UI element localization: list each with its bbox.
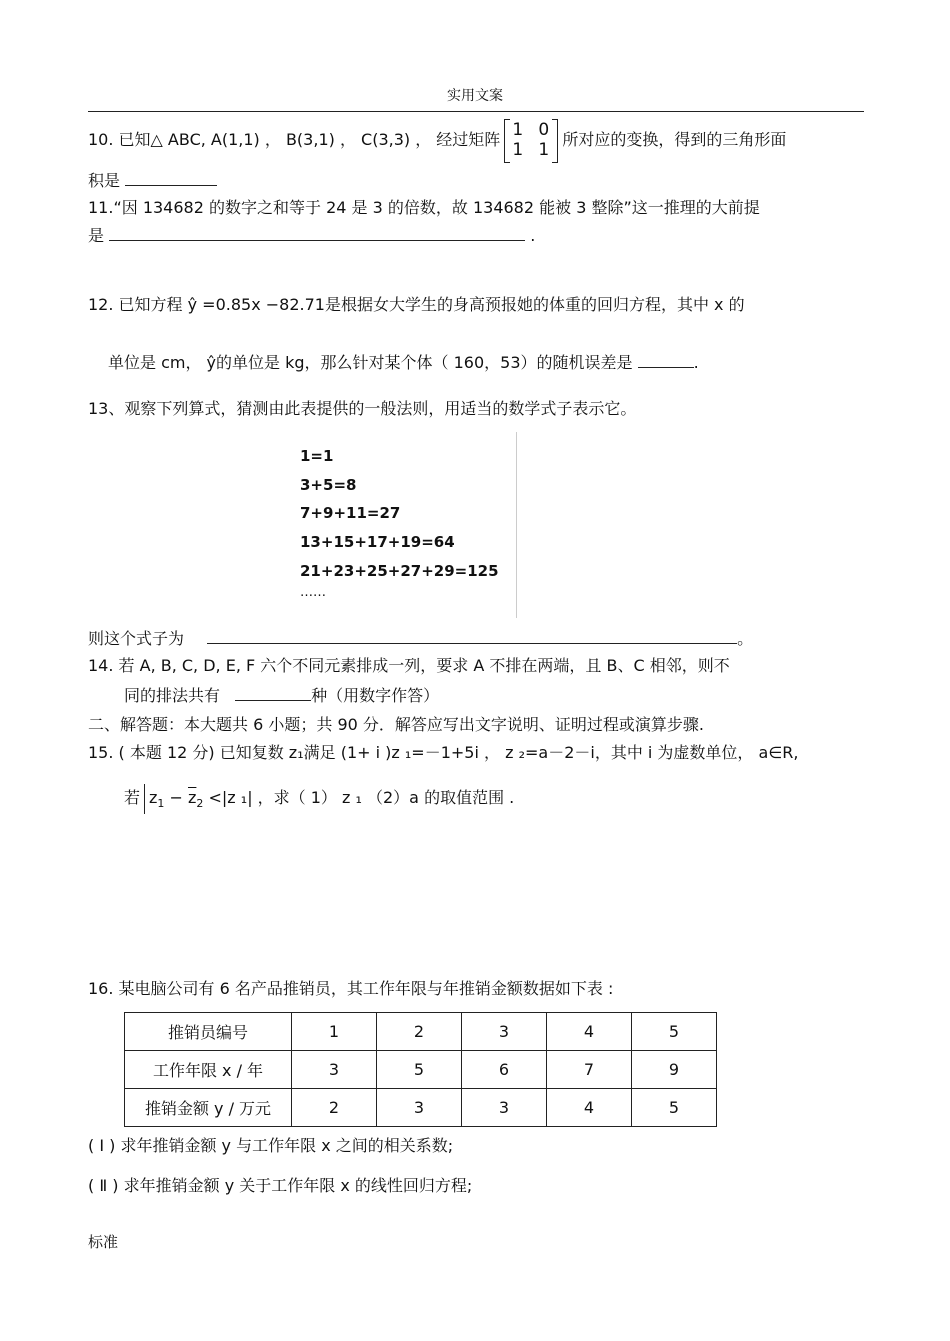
q10-prefix: 10. 已知△ ABC, A(1,1) ， B(3,1) ， C(3,3) ， 经过矩阵	[88, 130, 501, 149]
question-16-intro: 16. 某电脑公司有 6 名产品推销员，其工作年限与年推销金额数据如下表 :	[88, 979, 614, 998]
question-16-part1: ( Ⅰ ) 求年推销金额 y 与工作年限 x 之间的相关系数;	[88, 1136, 454, 1155]
table-cell: 3	[292, 1051, 377, 1089]
q15-minus: −	[164, 788, 188, 807]
matrix-left-bracket	[504, 119, 510, 163]
answer-blank	[207, 629, 737, 644]
table-row	[125, 1051, 717, 1089]
table-row	[125, 1013, 717, 1051]
divider-line	[516, 432, 517, 618]
matrix-cell: 1	[512, 119, 524, 140]
q10-line2-text: 积是	[88, 171, 121, 190]
answer-blank	[109, 226, 525, 241]
sequence-row: 3+5=8	[300, 476, 357, 494]
q14-line2-suffix: 种（用数字作答）	[311, 686, 440, 705]
question-15-line2	[124, 782, 514, 814]
question-10-line2	[88, 171, 217, 190]
table-cell: 2	[377, 1013, 462, 1051]
table-cell: 4	[547, 1013, 632, 1051]
sequence-ellipsis: ……	[300, 585, 326, 600]
q13-answer-prefix: 则这个式子为	[88, 629, 185, 648]
table-row	[125, 1089, 717, 1127]
question-14-line2	[124, 686, 439, 705]
q15-z2-sub: 2	[196, 797, 204, 811]
table-cell: 7	[547, 1051, 632, 1089]
section-heading: 二、解答题：本大题共 6 小题；共 90 分．解答应写出文字说明、证明过程或演算步骤.	[88, 715, 704, 734]
table-cell: 4	[547, 1089, 632, 1127]
header-rule	[88, 111, 864, 112]
sequence-row: 1=1	[300, 447, 334, 465]
q12-line2-suffix: .	[693, 353, 699, 372]
table-cell: 推销员编号	[125, 1013, 292, 1051]
q10-suffix: 所对应的变换，得到的三角形面	[562, 130, 787, 149]
matrix-right-bracket	[552, 119, 558, 163]
question-11-line2	[88, 226, 535, 245]
matrix-cell: 1	[512, 139, 524, 160]
table-cell: 3	[377, 1089, 462, 1127]
page-footer: 标准	[88, 1233, 119, 1251]
q15-ruo: 若	[124, 788, 141, 807]
page-header: 实用文案	[447, 88, 503, 104]
question-10-line1	[88, 118, 786, 162]
answer-blank	[638, 353, 694, 368]
answer-blank	[235, 686, 311, 701]
matrix-cell: 0	[538, 119, 550, 140]
answer-blank	[125, 171, 217, 186]
question-13-answer	[88, 629, 753, 648]
table-cell: 1	[292, 1013, 377, 1051]
table-cell: 推销金额 y / 万元	[125, 1089, 292, 1127]
table-cell: 工作年限 x / 年	[125, 1051, 292, 1089]
table-cell: 5	[377, 1051, 462, 1089]
q15-z1-sub: 1	[157, 797, 165, 811]
q11-line2-prefix: 是	[88, 226, 105, 245]
q15-z2-conjugate: $\overline{z}$	[188, 788, 197, 807]
matrix-cell: 1	[538, 139, 550, 160]
q14-line2-prefix: 同的排法共有	[124, 686, 221, 705]
q11-line2-suffix: .	[530, 226, 536, 245]
table-cell: 5	[632, 1013, 717, 1051]
question-15-line1: 15. ( 本题 12 分) 已知复数 z₁满足 (1+ i )z ₁=－1+5i ， z ₂=a－2－i，其中 i 为虚数单位， a∈R,	[88, 743, 799, 762]
table-cell: 2	[292, 1089, 377, 1127]
table-cell: 6	[462, 1051, 547, 1089]
question-14-line1: 14. 若 A, B, C, D, E, F 六个不同元素排成一列，要求 A 不排在两端，且 B、C 相邻，则不	[88, 656, 730, 675]
sales-data-table	[124, 1012, 717, 1127]
table-cell: 5	[632, 1089, 717, 1127]
q15-z1: z	[149, 788, 158, 807]
q15-rest: <|z ₁| ，求（ 1） z ₁ （2）a 的取值范围 .	[203, 788, 515, 807]
q12-line2-text: 单位是 cm， ŷ的单位是 kg，那么针对某个体（ 160，53）的随机误差是	[108, 353, 633, 372]
table-cell: 9	[632, 1051, 717, 1089]
q10-matrix	[504, 119, 558, 163]
question-16-part2: ( Ⅱ ) 求年推销金额 y 关于工作年限 x 的线性回归方程;	[88, 1176, 473, 1195]
sequence-row: 7+9+11=27	[300, 504, 401, 522]
question-12-line2	[108, 353, 699, 372]
sequence-row: 13+15+17+19=64	[300, 533, 455, 551]
abs-bar-left	[144, 784, 145, 814]
table-cell: 3	[462, 1089, 547, 1127]
q13-answer-suffix: 。	[737, 629, 754, 648]
question-12-line1: 12. 已知方程 ŷ =0.85x −82.71是根据女大学生的身高预报她的体重的回归方程，其中 x 的	[88, 295, 745, 314]
table-cell: 3	[462, 1013, 547, 1051]
question-11-line1: 11.“因 134682 的数字之和等于 24 是 3 的倍数，故 134682 能被 3 整除”这一推理的大前提	[88, 198, 760, 217]
sequence-row: 21+23+25+27+29=125	[300, 562, 499, 580]
question-13-intro: 13、观察下列算式，猜测由此表提供的一般法则，用适当的数学式子表示它。	[88, 399, 637, 418]
